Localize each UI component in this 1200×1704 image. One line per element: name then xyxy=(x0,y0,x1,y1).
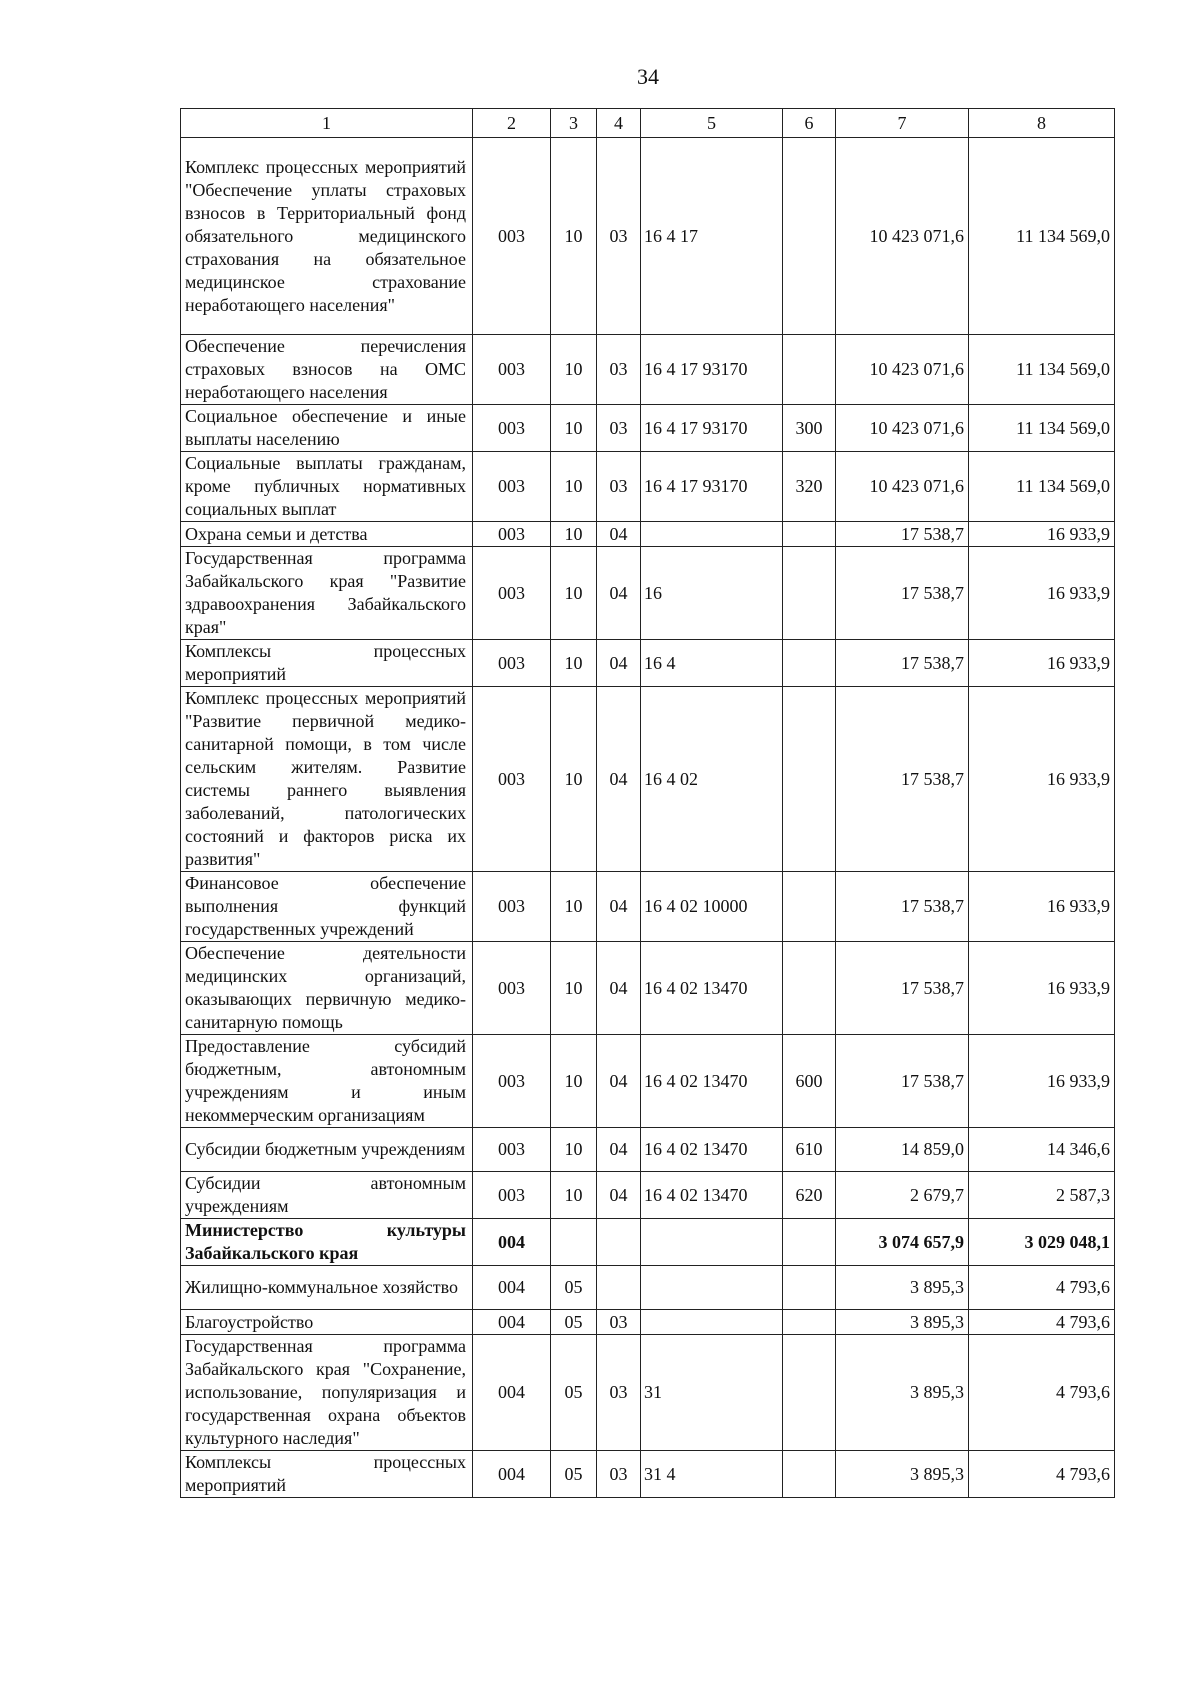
row-expense-type-cell xyxy=(783,1451,836,1498)
budget-table xyxy=(180,108,1115,1498)
column-header: 3 xyxy=(551,109,597,138)
row-admin-code-cell: 003 xyxy=(473,138,551,335)
row-target-article-cell xyxy=(641,522,783,547)
row-amount-year2-cell: 2 587,3 xyxy=(969,1172,1115,1219)
row-name-cell: Обеспечение перечисления страховых взносов на ОМС неработающего населения xyxy=(181,335,473,405)
row-name-cell: Министерство культуры Забайкальского края xyxy=(181,1219,473,1266)
table-row xyxy=(181,1266,1115,1310)
row-section-cell: 10 xyxy=(551,522,597,547)
row-subsection-cell: 04 xyxy=(597,640,641,687)
table-row xyxy=(181,1128,1115,1172)
row-amount-year2-cell: 14 346,6 xyxy=(969,1128,1115,1172)
row-amount-year2-cell: 11 134 569,0 xyxy=(969,138,1115,335)
row-admin-code-cell: 004 xyxy=(473,1451,551,1498)
table-row xyxy=(181,687,1115,872)
row-section-cell: 10 xyxy=(551,687,597,872)
row-expense-type-cell xyxy=(783,138,836,335)
row-subsection-cell: 03 xyxy=(597,452,641,522)
row-name-cell: Благоустройство xyxy=(181,1310,473,1335)
row-amount-year1-cell: 14 859,0 xyxy=(836,1128,969,1172)
row-admin-code-cell: 003 xyxy=(473,405,551,452)
row-admin-code-cell: 004 xyxy=(473,1310,551,1335)
row-subsection-cell: 03 xyxy=(597,138,641,335)
row-expense-type-cell: 610 xyxy=(783,1128,836,1172)
row-section-cell: 05 xyxy=(551,1310,597,1335)
row-subsection-cell: 04 xyxy=(597,547,641,640)
row-amount-year2-cell: 16 933,9 xyxy=(969,872,1115,942)
column-header: 1 xyxy=(181,109,473,138)
row-amount-year1-cell: 3 895,3 xyxy=(836,1451,969,1498)
row-admin-code-cell: 003 xyxy=(473,452,551,522)
row-amount-year1-cell: 10 423 071,6 xyxy=(836,452,969,522)
row-name-cell: Комплексы процессных мероприятий xyxy=(181,1451,473,1498)
row-expense-type-cell xyxy=(783,1310,836,1335)
row-section-cell xyxy=(551,1219,597,1266)
row-amount-year1-cell: 17 538,7 xyxy=(836,687,969,872)
row-expense-type-cell xyxy=(783,547,836,640)
row-target-article-cell: 16 xyxy=(641,547,783,640)
row-amount-year1-cell: 10 423 071,6 xyxy=(836,138,969,335)
row-amount-year2-cell: 4 793,6 xyxy=(969,1335,1115,1451)
row-subsection-cell: 03 xyxy=(597,1310,641,1335)
row-subsection-cell xyxy=(597,1219,641,1266)
row-section-cell: 05 xyxy=(551,1335,597,1451)
table-row xyxy=(181,1335,1115,1451)
row-name-cell: Субсидии автономным учреждениям xyxy=(181,1172,473,1219)
row-target-article-cell: 16 4 17 93170 xyxy=(641,335,783,405)
row-amount-year2-cell: 4 793,6 xyxy=(969,1451,1115,1498)
row-subsection-cell: 04 xyxy=(597,1172,641,1219)
row-amount-year1-cell: 17 538,7 xyxy=(836,640,969,687)
table-row xyxy=(181,138,1115,335)
row-amount-year2-cell: 16 933,9 xyxy=(969,687,1115,872)
column-header: 2 xyxy=(473,109,551,138)
row-target-article-cell: 16 4 02 13470 xyxy=(641,1172,783,1219)
row-subsection-cell: 04 xyxy=(597,1128,641,1172)
row-expense-type-cell xyxy=(783,687,836,872)
row-section-cell: 10 xyxy=(551,1035,597,1128)
row-amount-year2-cell: 16 933,9 xyxy=(969,942,1115,1035)
row-admin-code-cell: 004 xyxy=(473,1266,551,1310)
row-section-cell: 10 xyxy=(551,547,597,640)
row-section-cell: 10 xyxy=(551,138,597,335)
table-row xyxy=(181,335,1115,405)
row-target-article-cell: 16 4 02 13470 xyxy=(641,1128,783,1172)
row-section-cell: 10 xyxy=(551,335,597,405)
row-target-article-cell: 16 4 02 10000 xyxy=(641,872,783,942)
row-admin-code-cell: 003 xyxy=(473,1128,551,1172)
row-subsection-cell: 04 xyxy=(597,687,641,872)
row-admin-code-cell: 004 xyxy=(473,1335,551,1451)
page-number: 34 xyxy=(637,64,659,89)
row-admin-code-cell: 003 xyxy=(473,1035,551,1128)
row-target-article-cell: 16 4 02 xyxy=(641,687,783,872)
row-name-cell: Комплекс процессных мероприятий "Развитие первичной медико-санитарной помощи, в том числе сельским жителям. Развитие системы раннего выявления заболеваний, патологических состояний и факторов риска их развития" xyxy=(181,687,473,872)
column-header: 4 xyxy=(597,109,641,138)
row-target-article-cell: 16 4 xyxy=(641,640,783,687)
row-amount-year1-cell: 17 538,7 xyxy=(836,1035,969,1128)
row-subsection-cell xyxy=(597,1266,641,1310)
table-row xyxy=(181,452,1115,522)
row-name-cell: Финансовое обеспечение выполнения функций государственных учреждений xyxy=(181,872,473,942)
row-amount-year1-cell: 3 895,3 xyxy=(836,1335,969,1451)
table-row xyxy=(181,547,1115,640)
budget-table-body xyxy=(181,109,1115,1498)
row-target-article-cell: 16 4 17 93170 xyxy=(641,405,783,452)
row-name-cell: Предоставление субсидий бюджетным, автономным учреждениям и иным некоммерческим организациям xyxy=(181,1035,473,1128)
row-name-cell: Комплексы процессных мероприятий xyxy=(181,640,473,687)
row-target-article-cell xyxy=(641,1310,783,1335)
row-expense-type-cell xyxy=(783,522,836,547)
table-row xyxy=(181,942,1115,1035)
row-amount-year2-cell: 4 793,6 xyxy=(969,1266,1115,1310)
row-section-cell: 10 xyxy=(551,1128,597,1172)
row-name-cell: Жилищно-коммунальное хозяйство xyxy=(181,1266,473,1310)
row-admin-code-cell: 003 xyxy=(473,335,551,405)
column-header: 6 xyxy=(783,109,836,138)
row-section-cell: 05 xyxy=(551,1451,597,1498)
row-section-cell: 10 xyxy=(551,405,597,452)
row-expense-type-cell xyxy=(783,335,836,405)
table-row xyxy=(181,405,1115,452)
row-amount-year1-cell: 17 538,7 xyxy=(836,522,969,547)
row-admin-code-cell: 004 xyxy=(473,1219,551,1266)
row-admin-code-cell: 003 xyxy=(473,640,551,687)
row-amount-year2-cell: 4 793,6 xyxy=(969,1310,1115,1335)
row-admin-code-cell: 003 xyxy=(473,1172,551,1219)
row-expense-type-cell xyxy=(783,872,836,942)
row-name-cell: Субсидии бюджетным учреждениям xyxy=(181,1128,473,1172)
row-amount-year1-cell: 10 423 071,6 xyxy=(836,335,969,405)
row-amount-year2-cell: 16 933,9 xyxy=(969,640,1115,687)
table-row xyxy=(181,1035,1115,1128)
row-amount-year1-cell: 2 679,7 xyxy=(836,1172,969,1219)
row-expense-type-cell xyxy=(783,1219,836,1266)
row-subsection-cell: 04 xyxy=(597,942,641,1035)
row-target-article-cell xyxy=(641,1266,783,1310)
table-row xyxy=(181,1172,1115,1219)
row-amount-year2-cell: 16 933,9 xyxy=(969,547,1115,640)
column-header: 5 xyxy=(641,109,783,138)
row-name-cell: Социальные выплаты гражданам, кроме публичных нормативных социальных выплат xyxy=(181,452,473,522)
row-target-article-cell: 16 4 17 93170 xyxy=(641,452,783,522)
row-amount-year1-cell: 10 423 071,6 xyxy=(836,405,969,452)
table-header-row xyxy=(181,109,1115,138)
row-target-article-cell: 31 4 xyxy=(641,1451,783,1498)
row-section-cell: 10 xyxy=(551,1172,597,1219)
row-name-cell: Государственная программа Забайкальского края "Развитие здравоохранения Забайкальского края" xyxy=(181,547,473,640)
row-expense-type-cell: 620 xyxy=(783,1172,836,1219)
row-expense-type-cell xyxy=(783,640,836,687)
row-target-article-cell: 31 xyxy=(641,1335,783,1451)
row-section-cell: 10 xyxy=(551,452,597,522)
row-target-article-cell: 16 4 17 xyxy=(641,138,783,335)
row-admin-code-cell: 003 xyxy=(473,687,551,872)
row-target-article-cell: 16 4 02 13470 xyxy=(641,1035,783,1128)
row-expense-type-cell: 320 xyxy=(783,452,836,522)
row-amount-year1-cell: 3 895,3 xyxy=(836,1310,969,1335)
row-expense-type-cell xyxy=(783,1335,836,1451)
row-target-article-cell xyxy=(641,1219,783,1266)
row-subsection-cell: 03 xyxy=(597,405,641,452)
row-expense-type-cell xyxy=(783,942,836,1035)
table-row xyxy=(181,1219,1115,1266)
row-admin-code-cell: 003 xyxy=(473,942,551,1035)
row-name-cell: Обеспечение деятельности медицинских организаций, оказывающих первичную медико-санитарную помощь xyxy=(181,942,473,1035)
column-header: 7 xyxy=(836,109,969,138)
row-section-cell: 10 xyxy=(551,640,597,687)
row-name-cell: Комплекс процессных мероприятий "Обеспечение уплаты страховых взносов в Территориальный фонд обязательного медицинского страхования на обязательное медицинское страхование неработающего населения" xyxy=(181,138,473,335)
table-row xyxy=(181,1451,1115,1498)
row-expense-type-cell: 600 xyxy=(783,1035,836,1128)
row-admin-code-cell: 003 xyxy=(473,547,551,640)
row-amount-year2-cell: 11 134 569,0 xyxy=(969,335,1115,405)
row-section-cell: 10 xyxy=(551,942,597,1035)
row-name-cell: Охрана семьи и детства xyxy=(181,522,473,547)
row-subsection-cell: 04 xyxy=(597,872,641,942)
row-amount-year2-cell: 16 933,9 xyxy=(969,1035,1115,1128)
row-target-article-cell: 16 4 02 13470 xyxy=(641,942,783,1035)
row-amount-year2-cell: 3 029 048,1 xyxy=(969,1219,1115,1266)
row-subsection-cell: 03 xyxy=(597,335,641,405)
table-row xyxy=(181,640,1115,687)
row-admin-code-cell: 003 xyxy=(473,522,551,547)
row-amount-year2-cell: 11 134 569,0 xyxy=(969,405,1115,452)
table-row xyxy=(181,872,1115,942)
table-row xyxy=(181,1310,1115,1335)
row-expense-type-cell xyxy=(783,1266,836,1310)
row-amount-year2-cell: 16 933,9 xyxy=(969,522,1115,547)
row-subsection-cell: 03 xyxy=(597,1451,641,1498)
row-amount-year1-cell: 17 538,7 xyxy=(836,547,969,640)
row-subsection-cell: 04 xyxy=(597,1035,641,1128)
table-row xyxy=(181,522,1115,547)
row-section-cell: 10 xyxy=(551,872,597,942)
row-subsection-cell: 03 xyxy=(597,1335,641,1451)
row-amount-year1-cell: 17 538,7 xyxy=(836,872,969,942)
row-section-cell: 05 xyxy=(551,1266,597,1310)
row-amount-year1-cell: 3 895,3 xyxy=(836,1266,969,1310)
row-expense-type-cell: 300 xyxy=(783,405,836,452)
row-amount-year1-cell: 3 074 657,9 xyxy=(836,1219,969,1266)
row-amount-year2-cell: 11 134 569,0 xyxy=(969,452,1115,522)
row-admin-code-cell: 003 xyxy=(473,872,551,942)
row-name-cell: Государственная программа Забайкальского края "Сохранение, использование, популяризация и государственная охрана объектов культурного наследия" xyxy=(181,1335,473,1451)
row-subsection-cell: 04 xyxy=(597,522,641,547)
row-amount-year1-cell: 17 538,7 xyxy=(836,942,969,1035)
row-name-cell: Социальное обеспечение и иные выплаты населению xyxy=(181,405,473,452)
column-header: 8 xyxy=(969,109,1115,138)
